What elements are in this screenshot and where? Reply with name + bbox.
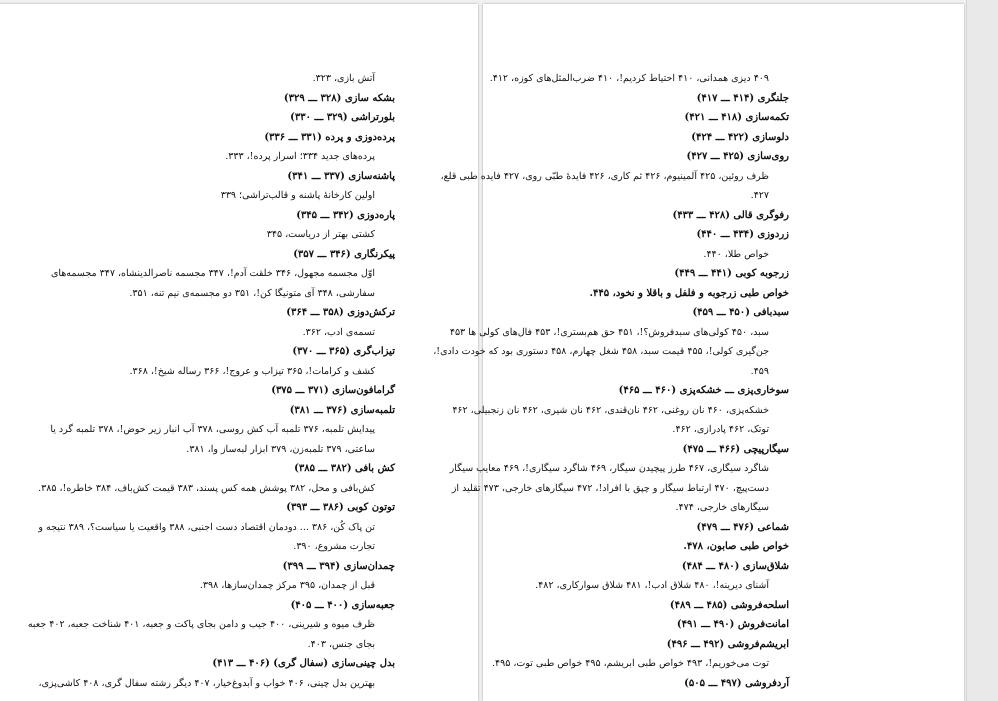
index-entry: کشتی بهتر از دریاست، ۳۴۵ <box>266 229 375 240</box>
index-heading: شلاق‌سازی (۴۸۰ ـــ ۴۸۴) <box>681 560 789 572</box>
index-heading: ترکش‌دوزی (۳۵۸ ـــ ۳۶۴) <box>286 307 395 318</box>
index-entry: قبل از چمدان، ۳۹۵ مرکز چمدان‌سازها، ۳۹۸. <box>199 580 375 591</box>
index-heading: سوخاری‌پزی ـــ خشکه‌پزی (۴۶۰ ـــ ۴۶۵) <box>618 385 789 396</box>
left-page-text <box>27 72 395 696</box>
index-entry: تجارت مشروع، ۳۹۰. <box>293 541 375 552</box>
index-heading: کش بافی (۳۸۲ ـــ ۳۸۵) <box>294 463 395 474</box>
index-entry: تن پاک کُن، ۳۸۶ ... دودمان اقتصاد دست اجنبی، ۳۸۸ واقعیت یا سیاست؟، ۳۸۹ نتیجه و <box>38 521 375 533</box>
index-heading: اسلحه‌فروشی (۴۸۵ ـــ ۴۸۹) <box>669 599 789 611</box>
index-entry: ساعتی، ۳۷۹ تلمبه‌زن، ۳۷۹ ابزار لبه‌ساز وا، ۳۸۱. <box>186 443 375 455</box>
index-heading: سبدبافی (۴۵۰ ـــ ۴۵۹) <box>692 307 789 318</box>
index-entry: سیگارهای خارجی، ۴۷۴. <box>675 502 769 513</box>
index-entry: جن‌گیری کولی!، ۴۵۵ قیمت سبد، ۴۵۸ شغل چهارم، ۴۵۸ دستوری بود که خودت دادی!، <box>433 346 769 357</box>
index-entry: بهترین بدل چینی، ۴۰۶ خواب و آبدوغ‌خیار، ۴۰۷ دیگر رشته سفال گری، ۴۰۸ کاشی‌پزی، <box>38 677 375 689</box>
index-heading: تیزاب‌گری (۳۶۵ ـــ ۳۷۰) <box>292 346 395 357</box>
index-heading: دلوسازی (۴۲۲ ـــ ۴۲۴) <box>691 131 789 143</box>
index-entry: توت می‌خوریم!، ۴۹۳ خواص طبی ابریشم، ۴۹۵ خواص طبی توت، ۴۹۵. <box>491 658 769 669</box>
index-heading: سیگارپیچی (۴۶۶ ـــ ۴۷۵) <box>682 443 789 455</box>
index-entry: پیدایش تلمبه، ۳۷۶ تلمبه آب کش روسی، ۳۷۸ آب انبار زیر حوض!، ۳۷۸ تلمبه گرد یا <box>50 424 375 435</box>
index-heading: پیکرنگاری (۳۴۶ ـــ ۳۵۷) <box>293 248 395 260</box>
index-heading: جلنگری (۴۱۴ ـــ ۴۱۷) <box>696 92 789 104</box>
index-entry: شاگرد سیگاری، ۴۶۷ طرز پیچیدن سیگار، ۴۶۹ شاگرد سیگاری!، ۴۶۹ معایب سیگار <box>449 463 769 474</box>
index-entry: اولین کارخانهٔ پاشنه و قالب‌تراشی؛ ۳۳۹ <box>220 190 375 201</box>
index-heading: جعبه‌سازی (۴۰۰ ـــ ۴۰۵) <box>290 599 395 611</box>
index-heading: تلمبه‌سازی (۳۷۶ ـــ ۳۸۱) <box>289 404 395 416</box>
index-heading: پرده‌دوزی و پرده (۳۳۱ ـــ ۳۳۶) <box>264 131 395 143</box>
index-heading: بشکه سازی (۳۲۸ ـــ ۳۲۹) <box>283 92 395 104</box>
index-entry: ۴۰۹ دیزی همدانی، ۴۱۰ احتیاط کردیم!، ۴۱۰ ضرب‌المثل‌های کوزه، ۴۱۲. <box>489 73 769 84</box>
index-entry: آشنای دیرینه!، ۴۸۰ شلاق ادب!، ۴۸۱ شلاق سوارکاری، ۴۸۲. <box>535 580 769 591</box>
index-entry: ۴۵۹. <box>750 365 769 377</box>
index-entry: تسمه‌ی ادب، ۳۶۲. <box>302 326 375 338</box>
left-page <box>0 4 478 701</box>
right-page <box>433 4 964 701</box>
index-heading: گرامافون‌سازی (۳۷۱ ـــ ۳۷۵) <box>271 385 395 396</box>
index-entry: آتش بازی، ۳۲۳. <box>312 73 375 84</box>
vertical-scrollbar[interactable] <box>966 0 998 701</box>
index-entry: خشکه‌پزی، ۴۶۰ نان روغنی، ۴۶۲ نان‌قندی، ۴۶۲ نان شیری، ۴۶۲ نان زنجبیلی، ۴۶۲ <box>452 404 769 416</box>
index-heading: بدل چینی‌سازی (سفال گری) (۴۰۶ ـــ ۴۱۳) <box>212 658 395 669</box>
index-heading: چمدان‌سازی (۳۹۴ ـــ ۳۹۹) <box>282 560 395 572</box>
index-entry: ظرف میوه و شیرینی، ۴۰۰ جیب و دامن بجای پاکت و جعبه، ۴۰۱ شناخت جعبه، ۴۰۲ جعبه <box>27 619 375 630</box>
index-heading: زردوزی (۴۳۴ ـــ ۴۴۰) <box>696 229 789 240</box>
index-heading: خواص طبی زرجوبه و فلفل و باقلا و نخود، ۴۴۵. <box>589 287 789 299</box>
index-heading: شماعی (۴۷۶ ـــ ۴۷۹) <box>696 521 789 533</box>
index-heading: زرجوبه کوبی (۴۴۱ ـــ ۴۴۹) <box>674 268 789 279</box>
index-heading: خواص طبی صابون، ۴۷۸. <box>683 541 789 552</box>
index-entry: سفارشی، ۳۴۸ آی متونیگا کن!، ۳۵۱ دو مجسمه‌ی نیم تنه، ۳۵۱. <box>129 287 375 299</box>
index-entry: خواص طلا، ۴۴۰. <box>703 248 769 260</box>
index-heading: روی‌سازی (۴۲۵ ـــ ۴۲۷) <box>686 151 789 162</box>
index-entry: بجای جنس، ۴۰۳. <box>307 638 375 650</box>
index-entry: ۴۲۷. <box>750 190 769 201</box>
index-heading: امانت‌فروش (۴۹۰ ـــ ۴۹۱) <box>676 619 789 630</box>
index-entry: ظرف روئین، ۴۲۵ آلمینیوم، ۴۲۶ ثم کاری، ۴۲۶ فایدهٔ طبّی روی، ۴۲۷ فایده طبی قلع، <box>440 170 769 182</box>
index-heading: توتون کوبی (۳۸۶ ـــ ۳۹۳) <box>286 502 395 513</box>
index-entry: سبد، ۴۵۰ کولی‌های سبدفروش؟!، ۴۵۱ حق هم‌بستری!، ۴۵۳ فال‌های کولی ها ۴۵۳ <box>449 326 769 338</box>
index-entry: کش‌بافی و محل، ۳۸۲ پوشش همه کس پسند، ۳۸۳ قیمت کش‌باف، ۳۸۴ خاطره!، ۳۸۵. <box>38 482 375 494</box>
index-entry: دست‌پیچ، ۴۷۰ ارتباط سیگار و چپق با افراد!، ۴۷۲ سیگارهای خارجی، ۴۷۳ تقلید از <box>451 482 769 494</box>
index-heading: آردفروشی (۴۹۷ ـــ ۵۰۵) <box>684 677 789 689</box>
index-entry: توتک، ۴۶۲ پادرازی، ۴۶۲. <box>672 424 769 435</box>
right-page-text <box>433 72 789 696</box>
index-heading: تکمه‌سازی (۴۱۸ ـــ ۴۲۱) <box>684 112 789 123</box>
index-entry: پرده‌های جدید ۳۳۴؛ اسرار پرده!، ۳۳۳. <box>225 151 375 162</box>
index-heading: رفوگری قالی (۴۲۸ ـــ ۴۳۳) <box>672 209 789 221</box>
index-heading: پاره‌دوزی (۳۴۲ ـــ ۳۴۵) <box>296 209 395 221</box>
index-heading: ابریشم‌فروشی (۴۹۲ ـــ ۴۹۶) <box>666 638 789 650</box>
index-heading: پاشنه‌سازی (۳۳۷ ـــ ۳۴۱) <box>287 170 395 182</box>
index-entry: اوّل مجسمه مجهول، ۳۴۶ خلقت آدم!، ۳۴۷ مجسمه ناصرالدینشاه، ۳۴۷ مجسمه‌های <box>50 268 375 279</box>
index-entry: کشف و کرامات!، ۳۶۵ تیزاب و عروج!، ۳۶۶ رساله شیخ!، ۳۶۸. <box>129 365 375 377</box>
index-heading: بلورتراشی (۳۲۹ ـــ ۳۳۰) <box>290 112 395 123</box>
